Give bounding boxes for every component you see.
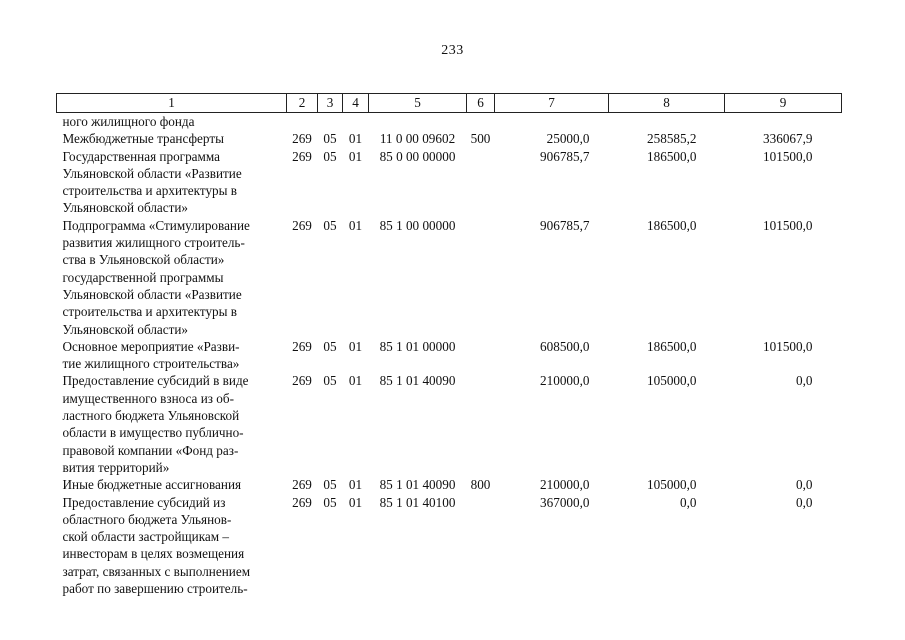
row-c6: 500 xyxy=(470,131,491,147)
row-c8 xyxy=(609,113,725,131)
row-c3: 05 xyxy=(323,494,337,510)
row-name: ного жилищного фонда xyxy=(62,114,195,129)
row-c3: 05 xyxy=(323,131,337,147)
page-number: 233 xyxy=(441,43,464,58)
row-c6 xyxy=(467,338,495,373)
row-c6 xyxy=(467,217,495,338)
row-c2: 269 xyxy=(292,494,312,510)
row-c3: 05 xyxy=(323,148,337,164)
row-c6 xyxy=(467,148,495,217)
row-c5: 85 1 01 00000 xyxy=(379,338,456,354)
row-c7: 906785,7 xyxy=(540,148,590,164)
row-c3: 05 xyxy=(323,373,337,389)
row-c9: 0,0 xyxy=(796,494,813,510)
row-c9: 101500,0 xyxy=(763,217,813,233)
header-cell-5: 5 xyxy=(369,94,467,113)
row-c4: 01 xyxy=(348,148,363,164)
row-c5: 85 1 01 40090 xyxy=(379,373,456,389)
row-c5: 11 0 00 09602 xyxy=(379,131,456,147)
row-c7: 210000,0 xyxy=(540,477,590,493)
row-c9: 0,0 xyxy=(796,373,813,389)
table-header-row xyxy=(57,94,842,113)
budget-table xyxy=(56,93,842,597)
row-c2: 269 xyxy=(292,338,312,354)
table-row xyxy=(57,372,842,476)
table-row xyxy=(57,130,842,147)
header-cell-9: 9 xyxy=(725,94,842,113)
row-c9: 101500,0 xyxy=(763,148,813,164)
row-c5: 85 0 00 00000 xyxy=(379,148,456,164)
table-row xyxy=(57,148,842,217)
row-c3: 05 xyxy=(323,477,337,493)
header-cell-2: 2 xyxy=(287,94,318,113)
row-c8: 258585,2 xyxy=(647,131,697,147)
header-cell-7: 7 xyxy=(495,94,609,113)
table-row xyxy=(57,338,842,373)
row-name: Основное мероприятие «Разви- тие жилищного строительства» xyxy=(62,338,240,372)
row-c5: 85 1 00 00000 xyxy=(379,217,456,233)
row-name: Межбюджетные трансферты xyxy=(62,131,224,147)
row-c3: 05 xyxy=(323,217,337,233)
row-c6 xyxy=(467,372,495,476)
row-c2 xyxy=(287,113,318,131)
row-c7: 906785,7 xyxy=(540,217,590,233)
row-name: Подпрограмма «Стимулирование развития жилищного строитель- ства в Ульяновской области» государственной программы Ульяновской области «Развитие строительства и архитектуры в Ульяновской области» xyxy=(62,217,250,337)
header-cell-6: 6 xyxy=(467,94,495,113)
row-c7 xyxy=(495,113,609,131)
row-c4: 01 xyxy=(348,131,363,147)
row-name: Предоставление субсидий из областного бюджета Ульянов- ской области застройщикам – инвесторам в целях возмещения затрат, связанных с выполнением работ по завершению строитель- xyxy=(62,494,251,597)
row-c5: 85 1 01 40090 xyxy=(379,477,456,493)
row-c4: 01 xyxy=(348,494,363,510)
row-c8: 186500,0 xyxy=(647,148,697,164)
row-c8: 186500,0 xyxy=(647,338,697,354)
header-cell-4: 4 xyxy=(343,94,369,113)
row-c6 xyxy=(467,113,495,131)
row-c7: 210000,0 xyxy=(540,373,590,389)
row-c9: 0,0 xyxy=(796,477,813,493)
table-row xyxy=(57,113,842,131)
row-name: Иные бюджетные ассигнования xyxy=(62,477,242,493)
row-c3: 05 xyxy=(323,338,337,354)
row-c3 xyxy=(318,113,343,131)
row-name: Государственная программа Ульяновской области «Развитие строительства и архитектуры в Ульяновской области» xyxy=(62,148,242,216)
row-c4: 01 xyxy=(348,373,363,389)
table-row xyxy=(57,217,842,338)
row-c2: 269 xyxy=(292,131,312,147)
header-cell-3: 3 xyxy=(318,94,343,113)
row-c6 xyxy=(467,494,495,598)
header-cell-8: 8 xyxy=(609,94,725,113)
row-c2: 269 xyxy=(292,373,312,389)
row-c7: 608500,0 xyxy=(540,338,590,354)
row-c8: 105000,0 xyxy=(647,477,697,493)
row-c8: 105000,0 xyxy=(647,373,697,389)
table-row xyxy=(57,494,842,598)
row-c4: 01 xyxy=(348,217,363,233)
row-c5 xyxy=(369,113,467,131)
header-cell-1: 1 xyxy=(57,94,287,113)
row-c4 xyxy=(343,113,369,131)
row-c7: 367000,0 xyxy=(540,494,590,510)
table-row xyxy=(57,476,842,493)
row-name: Предоставление субсидий в виде имущественного взноса из об- ластного бюджета Ульяновской области в имущество публично- правовой компании «Фонд раз- вития территорий» xyxy=(62,373,249,475)
row-c9: 336067,9 xyxy=(763,131,813,147)
row-c9 xyxy=(725,113,842,131)
row-c4: 01 xyxy=(348,477,363,493)
row-c9: 101500,0 xyxy=(763,338,813,354)
row-c2: 269 xyxy=(292,217,312,233)
row-c2: 269 xyxy=(292,148,312,164)
row-c8: 186500,0 xyxy=(647,217,697,233)
row-c7: 25000,0 xyxy=(546,131,590,147)
row-c8: 0,0 xyxy=(680,494,697,510)
row-c4: 01 xyxy=(348,338,363,354)
row-c6: 800 xyxy=(470,477,491,493)
row-c5: 85 1 01 40100 xyxy=(379,494,456,510)
row-c2: 269 xyxy=(292,477,312,493)
